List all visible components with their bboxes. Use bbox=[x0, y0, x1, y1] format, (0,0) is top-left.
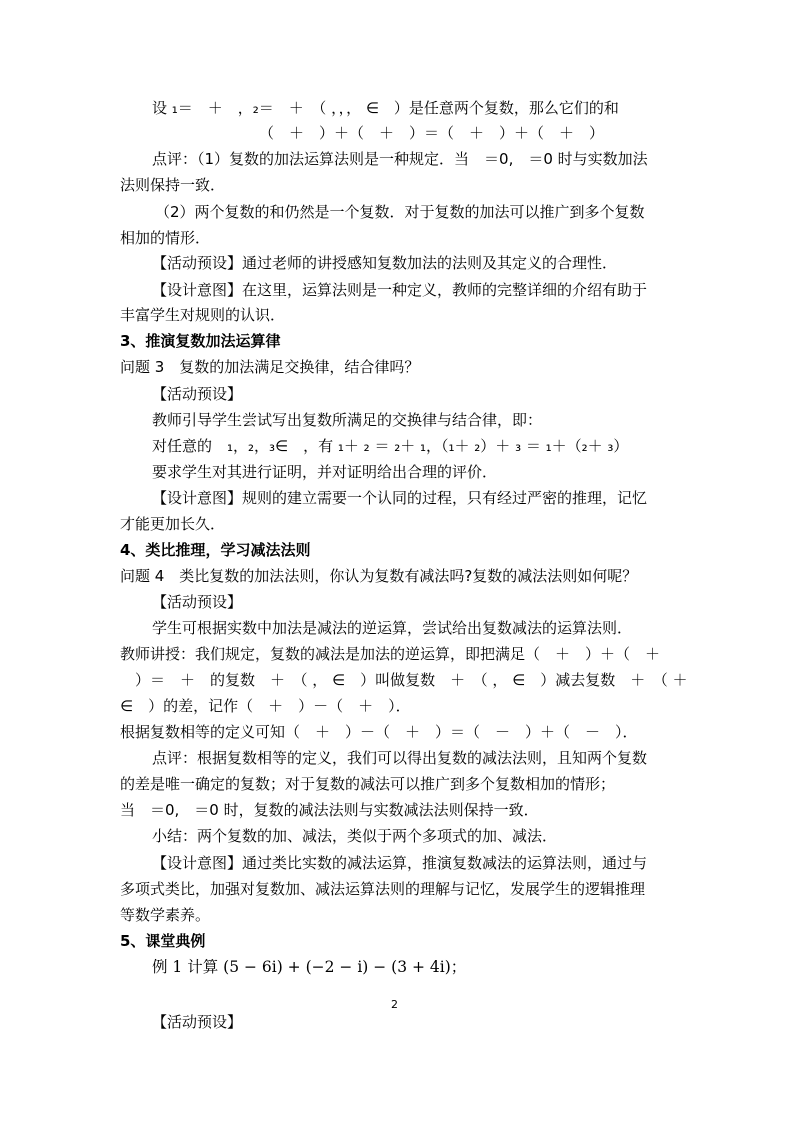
text-line: ∈ ）的差，记作（ ＋ ）－（ ＋ ）． bbox=[120, 697, 411, 715]
text-line: 等数学素养。 bbox=[120, 906, 211, 924]
text-line: 相加的情形． bbox=[120, 229, 211, 247]
text-line: 多项式类比，加强对复数加、减法运算法则的理解与记忆，发展学生的逻辑推理 bbox=[120, 880, 646, 898]
text-line: 设 ₁＝ ＋ ，₂＝ ＋ （ ，，， ∈ ）是任意两个复数，那么它们的和 bbox=[152, 99, 619, 117]
text-line: 【活动预设】 bbox=[152, 385, 243, 403]
section-heading: 5、课堂典例 bbox=[120, 932, 206, 950]
text-line: 【设计意图】在这里，运算法则是一种定义，教师的完整详细的介绍有助于 bbox=[152, 281, 648, 299]
text-line: 小结：两个复数的加、减法，类似于两个多项式的加、减法． bbox=[152, 827, 558, 845]
example-problem: 例 1 计算 (5 − 6i) + (−2 − i) − (3 + 4i)； bbox=[152, 958, 467, 976]
text-line: 【活动预设】通过老师的讲授感知复数加法的法则及其定义的合理性． bbox=[152, 254, 618, 272]
section-heading: 4、类比推理，学习减法法则 bbox=[120, 541, 311, 559]
text-line: 对任意的 ₁，₂，₃∈ ，有 ₁＋ ₂ ＝ ₂＋ ₁，（₁＋ ₂）＋ ₃ ＝ ₁＋（₂＋ ₃） bbox=[152, 437, 629, 455]
text-line: 当 ＝0, ＝0 时，复数的减法法则与实数减法法则保持一致． bbox=[120, 801, 539, 819]
text-line: 【设计意图】通过类比实数的减法运算，推演复数减法的运算法则，通过与 bbox=[152, 854, 648, 872]
text-line: 学生可根据实数中加法是减法的逆运算，尝试给出复数减法的运算法则． bbox=[152, 619, 633, 637]
text-line: 要求学生对其进行证明，并对证明给出合理的评价． bbox=[152, 463, 498, 481]
page-number: 2 bbox=[391, 998, 398, 1011]
text-line: 点评：（1）复数的加法运算法则是一种规定．当 ＝0, ＝0 时与实数加法 bbox=[152, 150, 648, 168]
formula-line: （ ＋ ）＋（ ＋ ）＝（ ＋ ）＋（ ＋ ） bbox=[259, 124, 605, 142]
section-heading: 3、推演复数加法运算律 bbox=[120, 332, 281, 350]
text-line: （2）两个复数的和仍然是一个复数．对于复数的加法可以推广到多个复数 bbox=[155, 203, 645, 221]
text-line: 的差是唯一确定的复数；对于复数的减法可以推广到多个复数相加的情形； bbox=[120, 775, 616, 793]
text-line: 问题 3 复数的加法满足交换律，结合律吗？ bbox=[120, 358, 420, 376]
text-line: 才能更加长久． bbox=[120, 515, 226, 533]
text-line: 问题 4 类比复数的加法法则，你认为复数有减法吗?复数的减法法则如何呢？ bbox=[120, 567, 638, 585]
text-line: 法则保持一致． bbox=[120, 176, 226, 194]
text-line: 教师引导学生尝试写出复数所满足的交换律与结合律，即： bbox=[152, 411, 543, 429]
text-line: 【活动预设】 bbox=[152, 1013, 243, 1031]
text-line: 【活动预设】 bbox=[152, 593, 243, 611]
text-line: 丰富学生对规则的认识． bbox=[120, 306, 286, 324]
text-line: 点评：根据复数相等的定义，我们可以得出复数的减法法则，且知两个复数 bbox=[152, 749, 648, 767]
text-line: ）＝ ＋ 的复数 ＋ （ ， ∈ ）叫做复数 ＋ （ ， ∈ ）减去复数 ＋ （ ＋ bbox=[120, 671, 688, 689]
text-line: 根据复数相等的定义可知（ ＋ ）－（ ＋ ）＝（ － ）＋（ － ）． bbox=[120, 723, 638, 741]
text-line: 教师讲授：我们规定，复数的减法是加法的逆运算，即把满足（ ＋ ）＋（ ＋ bbox=[120, 645, 661, 663]
text-line: 【设计意图】规则的建立需要一个认同的过程，只有经过严密的推理，记忆 bbox=[152, 489, 648, 507]
